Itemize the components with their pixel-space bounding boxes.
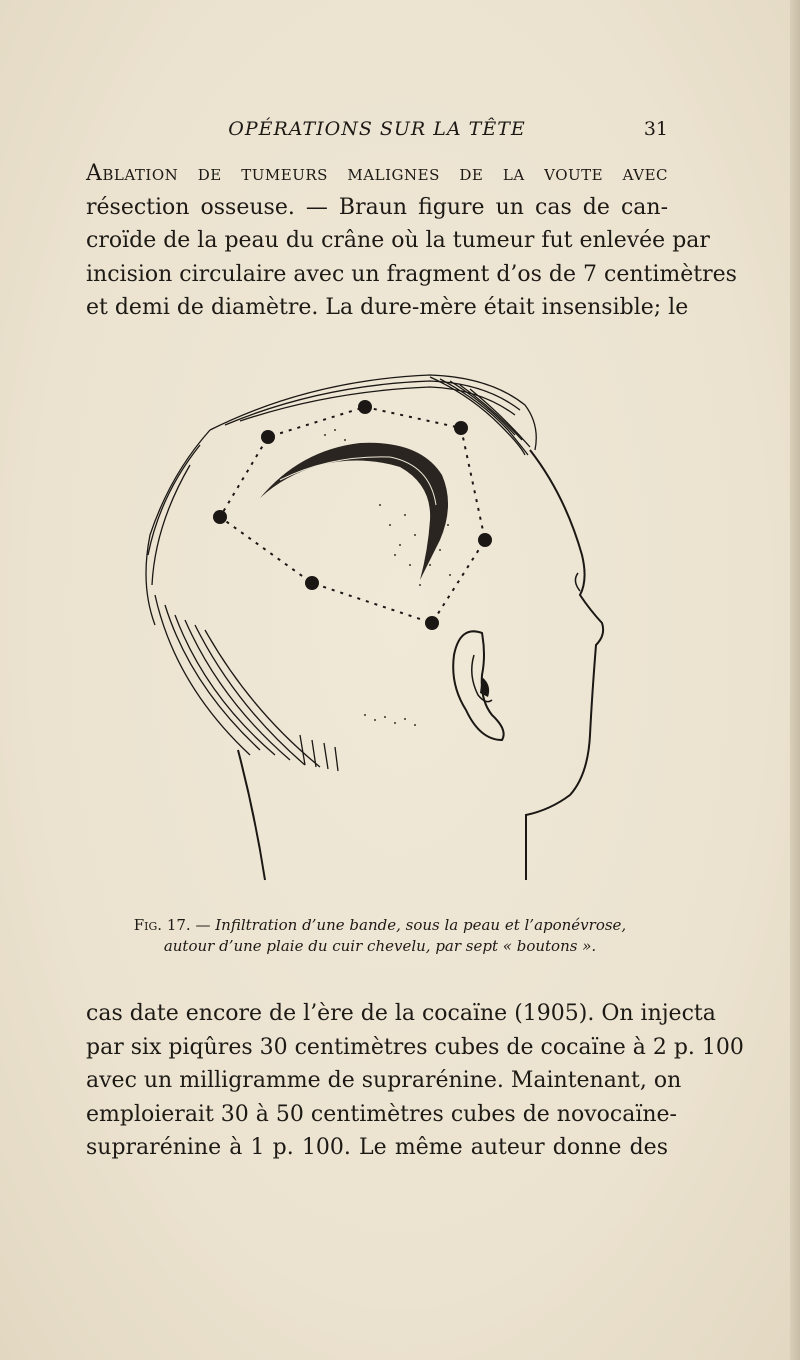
figure-caption [110,915,650,957]
text-line: résection osseuse. — Braun figure un cas de can- [86,194,668,220]
injection-point [454,421,468,435]
paragraph-top [86,157,737,325]
injection-points [213,400,492,630]
face-outline [526,450,603,880]
text-line: emploierait 30 à 50 centimètres cubes de novocaïne- [86,1101,677,1127]
injection-point [425,616,439,630]
caption-line-2: autour d’une plaie du cuir chevelu, par sept « boutons ». [163,937,597,955]
text-line: avec un milligramme de suprarénine. Maintenant, on [86,1068,682,1093]
caption-line-1 [110,915,650,936]
injection-point [213,510,227,524]
injection-point [261,430,275,444]
text-line: croïde de la peau du crâne où la tumeur fut enlevée par [86,228,710,253]
figure-label: Fig. 17. — [133,916,211,934]
wound-icon [260,443,448,580]
injection-point [305,576,319,590]
paragraph-bottom [86,997,744,1165]
ear-icon [453,631,503,740]
injection-point [478,533,492,547]
text-line: par six piqûres 30 centimètres cubes de cocaïne à 2 p. 100 [86,1034,744,1060]
text-line: incision circulaire avec un fragment d’os de 7 centimètres [86,261,737,287]
page-header [86,118,668,148]
text-line: et demi de diamètre. La dure-mère était insensible; le [86,295,689,320]
text-line: cas date encore de l’ère de la cocaïne (1905). On injecta [86,1001,716,1026]
head-drawing [130,355,630,885]
injection-point [358,400,372,414]
text-line: Ablation de tumeurs malignes de la voute avec [86,161,668,186]
neck-outline [238,750,265,880]
hair-back [146,430,338,771]
page-number: 31 [643,118,668,140]
nose-outline [575,573,580,591]
caption-text: Infiltration d’une bande, sous la peau et l’aponévrose, [215,916,627,934]
page-edge [790,0,800,1360]
running-head: OPÉRATIONS SUR LA TÊTE [228,118,526,140]
head-illustration [130,355,630,885]
text-line: suprarénine à 1 p. 100. Le même auteur donne des [86,1135,668,1160]
